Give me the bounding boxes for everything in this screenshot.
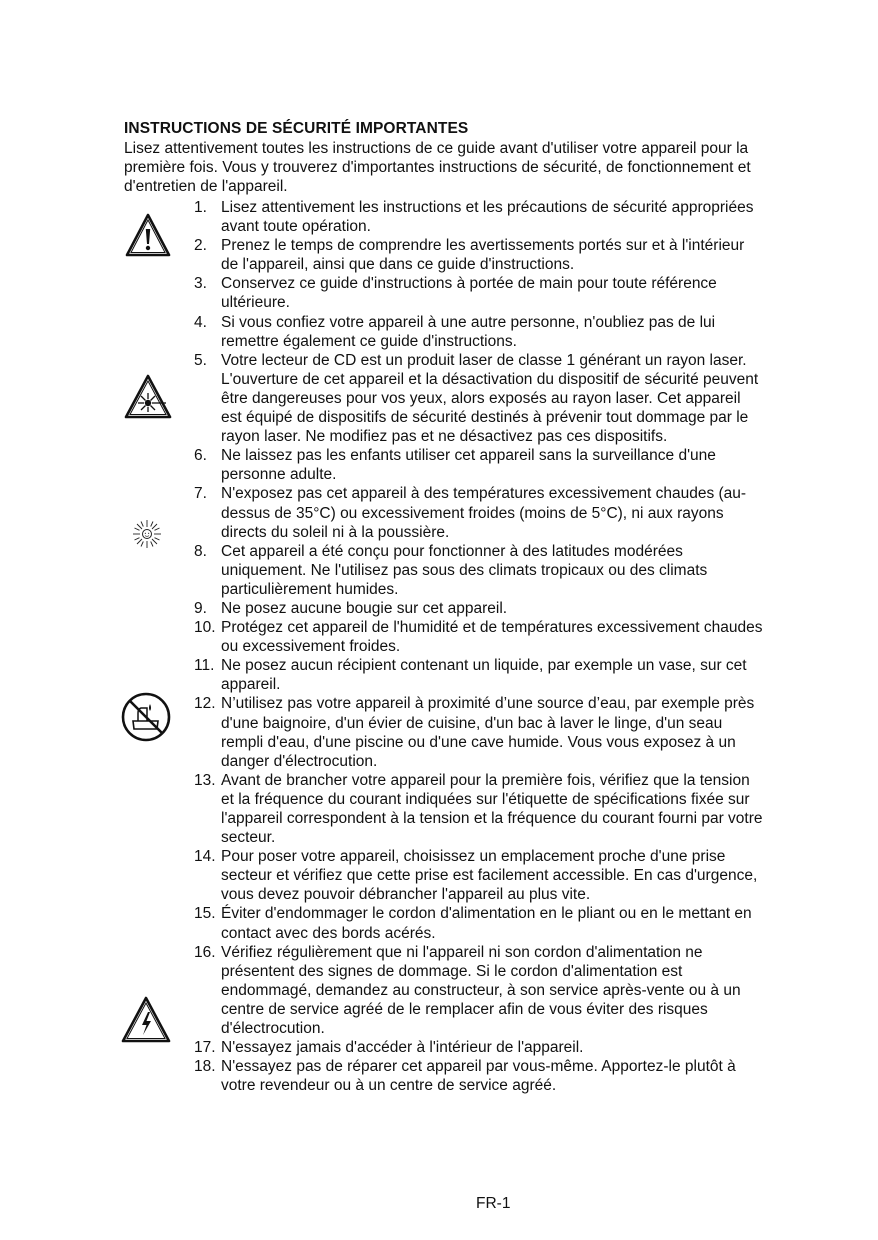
- sun-icon: [131, 518, 163, 550]
- item-text: Ne posez aucun récipient contenant un liquide, par exemple un vase, sur cet appareil.: [221, 657, 747, 694]
- warning-icon: [124, 212, 172, 260]
- item-text: N'exposez pas cet appareil à des températures excessivement chaudes (au-dessus de 35°C) ou excessivement froides (moins de 5°C), ni aux rayons directs du soleil ni à la poussière.: [221, 485, 747, 541]
- item-text: Prenez le temps de comprendre les avertissements portés sur et à l'intérieur de l'appareil, ainsi que dans ce guide d'instructions.: [221, 237, 745, 274]
- item-number: 8.: [194, 542, 207, 560]
- no-liquid-icon: [120, 691, 172, 743]
- list-item: [194, 236, 764, 274]
- list-item: [194, 904, 764, 942]
- item-text-continued: L'ouverture de cet appareil et la désactivation du dispositif de sécurité peuvent être dangereuses pour vos yeux, alors exposés au rayon laser. Cet appareil est équipé de dispositifs de sécurité destinés à prévenir tout dommage par le rayon laser. Ne modifiez pas et ne désactivez pas ces dispositifs.: [221, 370, 759, 446]
- item-text: Cet appareil a été conçu pour fonctionner à des latitudes modérées uniquement. Ne l'utilisez pas sous des climats tropicaux ou des climats particulièrement humides.: [221, 542, 708, 598]
- item-number: 17.: [194, 1039, 216, 1057]
- list-item: [194, 446, 764, 484]
- item-number: 12.: [194, 695, 216, 713]
- list-item: [194, 1038, 764, 1057]
- item-text: Si vous confiez votre appareil à une autre personne, n'oubliez pas de lui remettre également ce guide d'instructions.: [221, 313, 716, 350]
- list-item: [194, 943, 764, 1038]
- list-item: [194, 198, 764, 236]
- list-item: [194, 351, 764, 446]
- item-number: 7.: [194, 485, 207, 503]
- page-number: FR-1: [476, 1195, 511, 1212]
- item-text: Conservez ce guide d'instructions à portée de main pour toute référence ultérieure.: [221, 275, 717, 312]
- page-title: INSTRUCTIONS DE SÉCURITÉ IMPORTANTES: [124, 120, 469, 137]
- item-number: 4.: [194, 313, 207, 331]
- item-number: 9.: [194, 599, 207, 617]
- list-item: [194, 656, 764, 694]
- item-number: 10.: [194, 619, 216, 637]
- item-number: 13.: [194, 771, 216, 789]
- item-text: N'essayez pas de réparer cet appareil par vous-même. Apportez-le plutôt à votre revendeur ou à un centre de service agréé.: [221, 1058, 736, 1095]
- item-number: 11.: [194, 657, 215, 675]
- intro-paragraph: Lisez attentivement toutes les instructions de ce guide avant d'utiliser votre appareil pour la première fois. Vous y trouverez d'importantes instructions de sécurité, de fonctionnement et d'entretien de l'appareil.: [124, 140, 751, 196]
- list-item: [194, 274, 764, 312]
- item-text: N'essayez jamais d'accéder à l'intérieur de l'appareil.: [221, 1039, 584, 1057]
- item-number: 5.: [194, 351, 207, 369]
- list-item: [194, 313, 764, 351]
- item-text: Ne posez aucune bougie sur cet appareil.: [221, 599, 508, 617]
- item-number: 16.: [194, 943, 216, 961]
- item-number: 1.: [194, 199, 207, 216]
- item-number: 2.: [194, 237, 207, 255]
- list-item: [194, 1057, 764, 1095]
- item-text: Avant de brancher votre appareil pour la première fois, vérifiez que la tension et la fréquence du courant indiquées sur l'étiquette de spécifications fixée sur l'appareil correspondent à la tension et la fréquence du courant fourni par votre secteur.: [221, 771, 763, 847]
- item-text: N’utilisez pas votre appareil à proximité d’une source d’eau, par exemple près d'une baignoire, d'un évier de cuisine, d'un bac à laver le linge, d'un seau rempli d'eau, d'une piscine ou d'une cave humide. Vous vous exposez à un danger d'électrocution.: [221, 695, 755, 770]
- item-text: Éviter d'endommager le cordon d'alimentation en le pliant ou en le mettant en contact avec des bords acérés.: [221, 905, 752, 942]
- item-text: Vérifiez régulièrement que ni l'appareil ni son cordon d'alimentation ne présentent des signes de dommage. Si le cordon d'alimentation est endommagé, demandez au constructeur, à son service après-vente ou à un centre de service agréé de le remplacer afin de vous éviter des risques d'électrocution.: [221, 943, 741, 1038]
- list-item: [194, 847, 764, 904]
- item-number: 15.: [194, 905, 216, 923]
- list-item: [194, 599, 764, 618]
- item-text: Pour poser votre appareil, choisissez un emplacement proche d'une prise secteur et vérifiez que cette prise est facilement accessible. En cas d'urgence, vous devez pouvoir débrancher l'appareil au plus vite.: [221, 848, 758, 904]
- item-number: 14.: [194, 848, 216, 866]
- list-item: [194, 618, 764, 656]
- item-text: Lisez attentivement les instructions et les précautions de sécurité appropriées avant toute opération.: [221, 199, 754, 236]
- item-text: Ne laissez pas les enfants utiliser cet appareil sans la surveillance d'une personne adulte.: [221, 447, 716, 484]
- item-text: Protégez cet appareil de l'humidité et de températures excessivement chaudes ou excessivement froides.: [221, 619, 763, 656]
- list-item: [194, 771, 764, 847]
- list-item: [194, 542, 764, 599]
- item-text: Votre lecteur de CD est un produit laser de classe 1 générant un rayon laser.: [221, 351, 747, 369]
- electric-shock-icon: [121, 996, 171, 1044]
- item-number: 18.: [194, 1058, 216, 1076]
- item-number: 3.: [194, 275, 207, 293]
- item-number: 6.: [194, 447, 207, 465]
- list-item: [194, 694, 764, 770]
- list-item: [194, 484, 764, 541]
- laser-warning-icon: [124, 374, 172, 420]
- instruction-list: [194, 198, 764, 1095]
